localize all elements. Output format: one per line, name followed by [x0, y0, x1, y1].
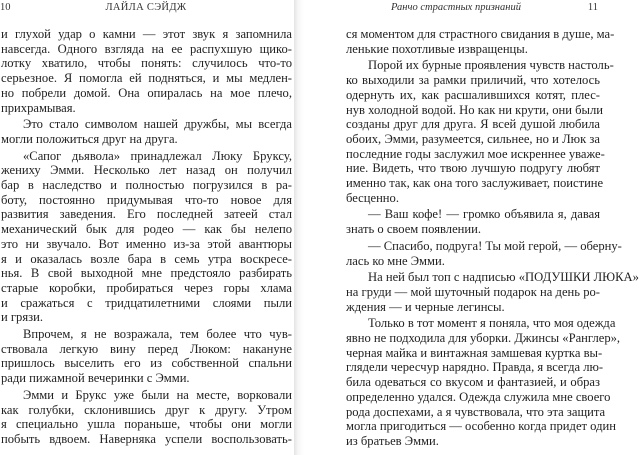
text-line: жениху Эмми. Несколько лет назад он получил — [1, 163, 292, 178]
paragraph — [1, 388, 292, 447]
text-line: На ней был топ с надписью «ПОДУШКИ ЛЮКА» — [368, 270, 639, 285]
text-line: и глухой удар о камни — этот звук я запомнила — [1, 27, 292, 41]
text-line: глядели чересчур нарядно. Правда, я всегда лю- — [346, 360, 604, 375]
page-number: 10 — [0, 2, 11, 13]
paragraph — [1, 117, 292, 146]
paragraph — [1, 27, 292, 115]
text-line: Порой их бурные проявления чувств настоль- — [368, 58, 614, 73]
paragraph — [346, 316, 621, 448]
text-line: Впрочем, я не возражала, тем более что чув- — [23, 327, 292, 342]
text-line: нья. В свой выходной мне предстояло разбирать — [1, 266, 292, 281]
text-line: но побрели домой. Она опиралась на мое плечо, — [1, 85, 292, 100]
page-body — [346, 27, 639, 451]
text-line: ради пижамной вечеринки с Эмми. — [1, 371, 190, 386]
text-line: пришлось выселить его из собственной спальни — [1, 356, 292, 371]
text-line: ленькие похотливые извращенцы. — [346, 41, 528, 56]
text-line: — Ваш кофе! — громко объявила я, давая — [368, 207, 600, 222]
text-line: как голубки, склонившись друг к другу. Утром — [1, 402, 292, 417]
page-body — [1, 27, 292, 449]
text-line: из братьев Эмми. — [346, 433, 439, 448]
text-line: «Сапог дьявола» принадлежал Люку Бруксу, — [23, 148, 292, 163]
text-line: черная майка и винтажная замшевая куртка вы- — [346, 345, 603, 360]
text-line: одернуть их, как расшалившихся котят, плес- — [346, 87, 600, 102]
text-line: могли положиться друг на друга. — [1, 131, 178, 146]
text-line: Эмми и Брукс уже были на месте, ворковали — [23, 387, 292, 402]
text-line: и сражаться с тридцатилетними слоями пыли — [1, 295, 292, 310]
text-line: именно так, как она того заслуживает, поистине — [346, 176, 604, 191]
paragraph — [346, 27, 615, 56]
running-head: ЛАЙЛА СЭЙДЖ — [105, 2, 187, 13]
book-gutter — [294, 0, 304, 455]
paragraph — [346, 207, 600, 236]
text-line: ние. Видеть, что твою лучшую подругу любят — [346, 161, 600, 176]
text-line: нув холодной водой. Но как ни крути, они были — [346, 102, 604, 117]
text-line: лотку хватило, чтобы понять: случилось что-то — [1, 56, 292, 71]
text-line: созданы друг для друга. Я всей душой любила — [346, 117, 600, 132]
text-line: последние годы заслужил мое искреннее уваже- — [346, 146, 605, 161]
text-line: ко выходили за рамки приличий, что хотелось — [346, 73, 600, 88]
text-line: прихрамывая. — [1, 100, 76, 115]
text-line: я и оказалась возле бара в семь утра воскресе- — [1, 251, 292, 266]
left-page — [0, 0, 296, 455]
text-line: определенно удался. Одежда служила мне своего — [346, 389, 611, 404]
text-line: обоих, Эмми, разумеется, сильнее, но и Люк за — [346, 131, 600, 146]
text-line: Это стало символом нашей дружбы, мы всегда — [23, 117, 292, 132]
text-line: навсегда. Одного взгляда на ее распухшую щико- — [1, 41, 292, 56]
text-line: боту, постоянно придумывая что-то новое для — [1, 192, 292, 207]
text-line: ждения — и черные легинсы. — [346, 299, 505, 314]
text-line: старые коробки, пробираться через горы хлама — [1, 280, 292, 295]
running-head: Ранчо страстных признаний — [391, 2, 521, 13]
text-line: — Спасибо, подруга! Ты мой герой, — оберну- — [368, 238, 622, 253]
text-line: развития заведения. Его последней затеей стал — [1, 207, 292, 222]
text-line: лась ко мне Эмми. — [346, 253, 445, 268]
text-line: бар в наследство и полностью погрузился в ра- — [1, 178, 292, 193]
text-line: Только в тот момент я поняла, что моя одежда — [368, 316, 616, 331]
right-page — [304, 0, 639, 455]
text-line: била одеваться со вкусом и фантазией, и образ — [346, 375, 600, 390]
text-line: могла пригодиться — особенно когда придет один — [346, 419, 617, 434]
text-line: это ни звучало. Вот именно из-за этой авантюры — [1, 236, 292, 251]
paragraph — [346, 270, 639, 314]
text-line: серьезное. Я помогла ей подняться, и мы медлен- — [1, 71, 292, 86]
text-line: и грязи. — [1, 310, 44, 325]
text-line: я специально ушла пораньше, чтобы они могли — [1, 417, 292, 432]
text-line: знать о своем появлении. — [346, 222, 482, 237]
paragraph — [346, 58, 614, 205]
text-line: бесценно. — [346, 190, 399, 205]
text-line: ся моментом для страстного свидания в душе, ма- — [346, 27, 615, 41]
paragraph — [346, 238, 622, 268]
text-line: на груди — мой шуточный подарок на день ро- — [346, 284, 600, 299]
paragraph — [1, 149, 292, 325]
paragraph — [1, 327, 292, 386]
text-line: механический бык для родео — как бы нелепо — [1, 222, 292, 237]
text-line: явно не подходила для уборки. Джинсы «Ранглер», — [346, 331, 621, 346]
page-number: 11 — [587, 2, 598, 13]
text-line: побыть вдвоем. Наверняка успели воспользовать- — [1, 431, 292, 446]
text-line: рода доспехами, а я чувствовала, что эта защита — [346, 404, 606, 419]
text-line: ствовала легкую вину перед Люком: накануне — [1, 341, 292, 356]
